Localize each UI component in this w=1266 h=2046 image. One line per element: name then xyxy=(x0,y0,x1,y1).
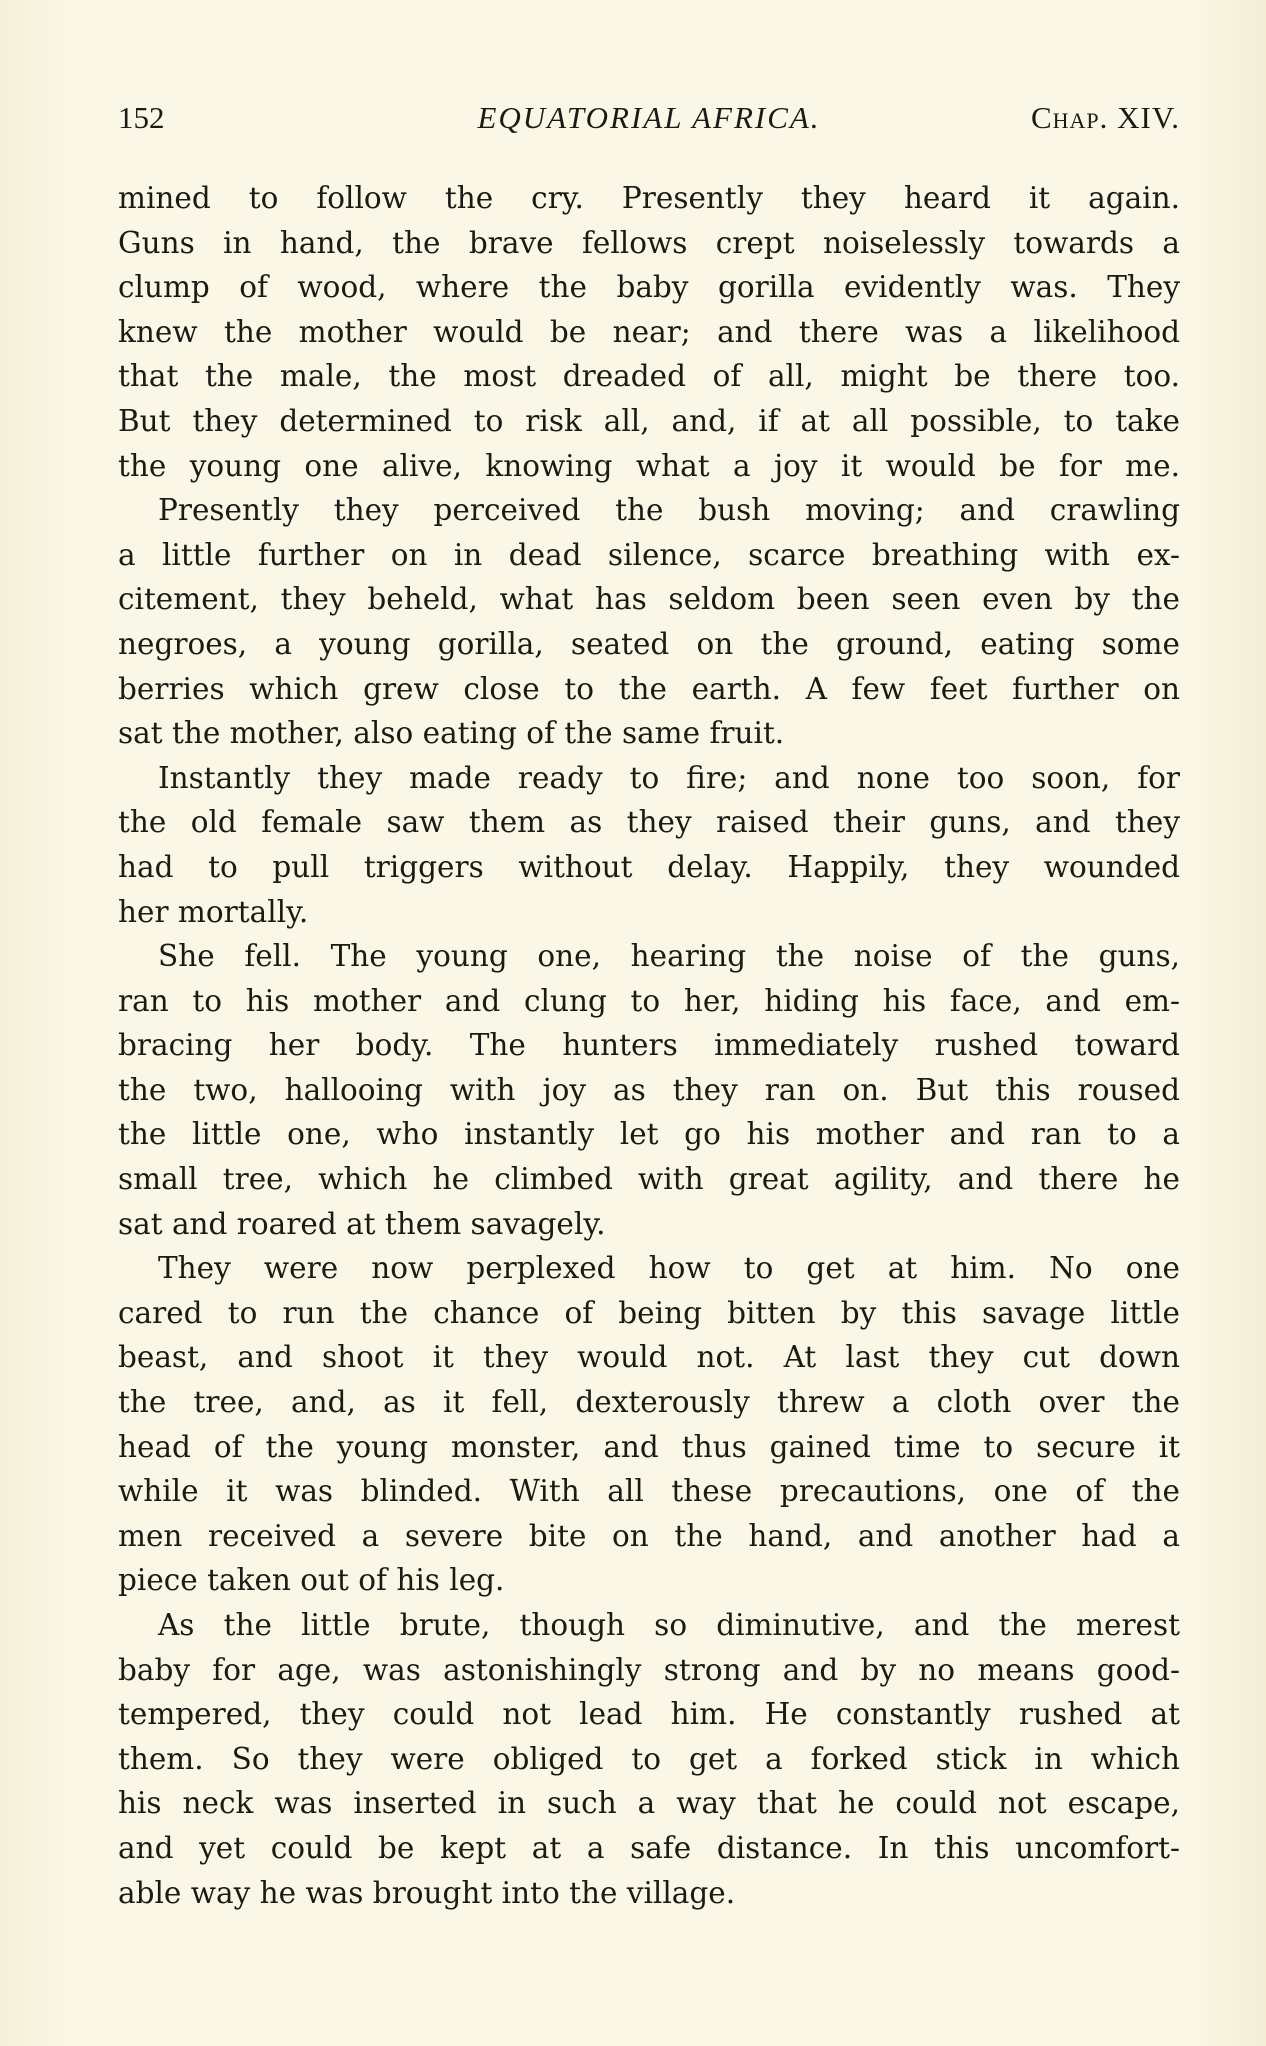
text-line: a little further on in dead silence, scarce breathing with ex- xyxy=(118,537,1180,572)
running-head xyxy=(118,100,1180,150)
text-line: As the little brute, though so diminutive, and the merest xyxy=(158,1608,1180,1642)
text-line: bracing her body. The hunters immediately rushed toward xyxy=(118,1028,1180,1063)
text-line: beast, and shoot it they would not. At last they cut down xyxy=(118,1340,1180,1375)
text-line: the little one, who instantly let go his mother and ran to a xyxy=(118,1117,1180,1152)
text-line: them. So they were obliged to get a forked stick in which xyxy=(118,1741,1180,1776)
text-line: able way he was brought into the village. xyxy=(118,1875,736,1910)
text-line: mined to follow the cry. Presently they heard it again. xyxy=(118,181,1180,215)
text-line: his neck was inserted in such a way that he could not escape, xyxy=(118,1786,1180,1821)
text-line: the two, hallooing with joy as they ran on. But this roused xyxy=(118,1072,1180,1107)
page-number: 152 xyxy=(118,100,165,135)
text-line: negroes, a young gorilla, seated on the ground, eating some xyxy=(118,626,1180,661)
text-line: Instantly they made ready to fire; and none too soon, for xyxy=(158,760,1180,795)
text-line: while it was blinded. With all these precautions, one of the xyxy=(118,1474,1180,1509)
text-line: that the male, the most dreaded of all, might be there too. xyxy=(118,359,1180,394)
text-line: sat the mother, also eating of the same fruit. xyxy=(118,716,785,751)
text-line: ran to his mother and clung to her, hiding his face, and em- xyxy=(118,983,1180,1018)
text-line: men received a severe bite on the hand, and another had a xyxy=(118,1518,1180,1553)
text-line: But they determined to risk all, and, if at all possible, to take xyxy=(118,403,1180,438)
text-line: cared to run the chance of being bitten by this savage little xyxy=(118,1295,1180,1330)
body-text xyxy=(118,176,1180,1915)
text-line: They were now perplexed how to get at him. No one xyxy=(158,1251,1180,1286)
text-line: piece taken out of his leg. xyxy=(118,1563,505,1598)
text-line: the young one alive, knowing what a joy it would be for me. xyxy=(118,448,1180,483)
text-line: the old female saw them as they raised their guns, and they xyxy=(118,805,1180,840)
text-line: Presently they perceived the bush moving; and crawling xyxy=(158,493,1180,528)
text-line: citement, they beheld, what has seldom been seen even by the xyxy=(118,582,1180,617)
text-line: Guns in hand, the brave fellows crept noiselessly towards a xyxy=(118,225,1180,260)
text-line: She fell. The young one, hearing the noise of the guns, xyxy=(158,939,1180,974)
text-line: clump of wood, where the baby gorilla evidently was. They xyxy=(118,270,1180,305)
text-line: baby for age, was astonishingly strong and by no means good- xyxy=(118,1652,1180,1687)
text-line: knew the mother would be near; and there was a likelihood xyxy=(118,314,1180,349)
text-line: and yet could be kept at a safe distance. In this uncomfort- xyxy=(118,1830,1180,1865)
text-line: tempered, they could not lead him. He constantly rushed at xyxy=(118,1697,1180,1732)
text-line: berries which grew close to the earth. A few feet further on xyxy=(118,671,1180,706)
text-line: small tree, which he climbed with great agility, and there he xyxy=(118,1162,1180,1197)
text-line: her mortally. xyxy=(118,894,309,929)
text-line: the tree, and, as it fell, dexterously threw a cloth over the xyxy=(118,1385,1180,1420)
text-line: head of the young monster, and thus gained time to secure it xyxy=(118,1429,1180,1464)
running-title: EQUATORIAL AFRICA. xyxy=(477,100,821,135)
text-line: had to pull triggers without delay. Happily, they wounded xyxy=(118,849,1180,884)
chapter-reference: Chap. XIV. xyxy=(1030,100,1180,135)
text-line: sat and roared at them savagely. xyxy=(118,1206,606,1241)
